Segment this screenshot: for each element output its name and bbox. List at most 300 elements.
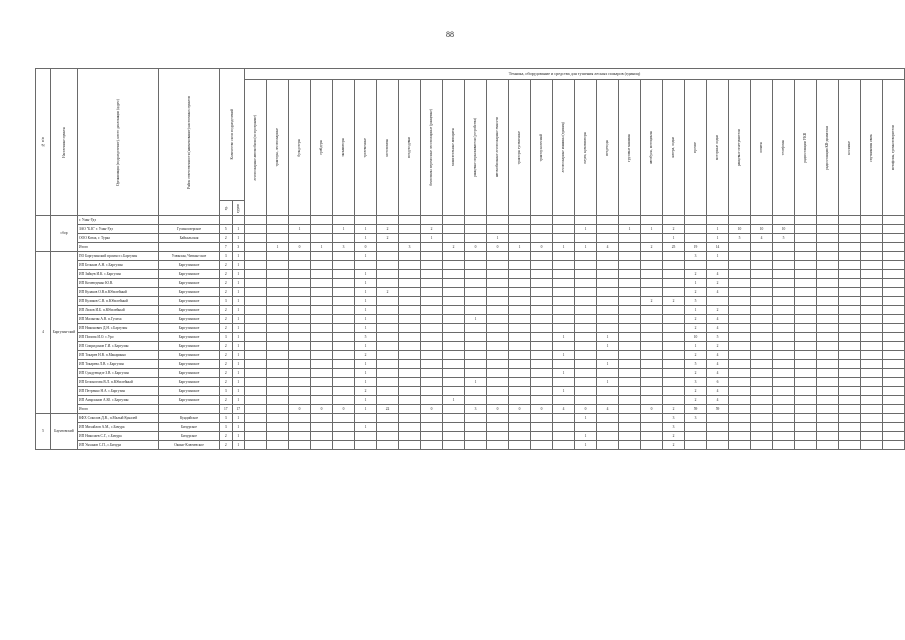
value-cell [773,378,795,387]
value-cell [487,351,509,360]
equipment-header-0: лесопожарные автомобили (по программе) [245,80,267,216]
value-cell: 2 [707,342,729,351]
value-cell: 2 [355,387,377,396]
value-cell [531,414,553,423]
value-cell [443,261,465,270]
equipment-header-11: автомобильные лесопожарные емкости [487,80,509,216]
value-cell: 3 [685,378,707,387]
value-cell [487,414,509,423]
value-cell [883,405,905,414]
value-cell [641,369,663,378]
value-cell [289,234,311,243]
value-cell [399,378,421,387]
value-cell [377,369,399,378]
equipment-header-1: тракторы, лесопожарные [267,80,289,216]
value-cell [817,270,839,279]
value-cell [509,288,531,297]
value-cell [399,306,421,315]
value-cell [487,252,509,261]
value-cell [245,405,267,414]
value-cell [839,225,861,234]
value-cell: 1 [232,279,245,288]
value-cell [883,333,905,342]
value-cell [597,396,619,405]
value-cell [267,396,289,405]
value-cell [289,315,311,324]
value-cell [333,396,355,405]
value-cell [531,387,553,396]
value-cell [641,234,663,243]
value-cell: 1 [443,396,465,405]
value-cell [443,360,465,369]
value-cell [465,342,487,351]
value-cell [597,441,619,450]
value-cell [311,414,333,423]
value-cell [553,432,575,441]
value-cell [289,306,311,315]
value-cell [751,360,773,369]
value-cell [795,405,817,414]
value-cell [553,288,575,297]
value-cell: 1 [232,378,245,387]
value-cell: 10 [773,225,795,234]
value-cell [245,234,267,243]
value-cell [245,297,267,306]
value-cell [487,378,509,387]
total-row [36,243,905,252]
value-cell [289,324,311,333]
table-row [36,324,905,333]
value-cell [487,288,509,297]
value-cell [421,378,443,387]
value-cell [619,405,641,414]
value-cell [663,378,685,387]
value-cell [531,270,553,279]
value-cell [553,342,575,351]
equipment-header-22: ранцевые огнетушители [729,80,751,216]
value-cell: 1 [355,225,377,234]
value-cell [619,351,641,360]
value-cell [267,252,289,261]
value-cell: 2 [685,351,707,360]
area-cell: Байкальская [159,234,220,243]
value-cell [421,441,443,450]
value-cell [509,252,531,261]
value-cell: 1 [232,297,245,306]
value-cell: 1 [707,225,729,234]
value-cell [333,297,355,306]
value-cell: 4 [707,369,729,378]
value-cell: 1 [355,396,377,405]
value-cell [289,261,311,270]
value-cell [839,441,861,450]
value-cell [443,342,465,351]
value-cell [443,234,465,243]
value-cell [377,351,399,360]
value-cell [729,288,751,297]
col-area-header: Район ответственности (наименование) населенных пунктов [159,69,220,216]
value-cell: 3 [333,243,355,252]
value-cell [619,324,641,333]
value-cell [729,396,751,405]
value-cell [267,297,289,306]
value-cell [245,441,267,450]
value-cell [487,297,509,306]
equipment-header-21: моторные лодки [707,80,729,216]
org-cell: ИП Никонович Д.Н. с.Баргузин [78,324,159,333]
org-cell: Итого [78,405,159,414]
value-cell [883,270,905,279]
value-cell [509,261,531,270]
value-cell [729,216,751,225]
value-cell [751,297,773,306]
value-cell [245,432,267,441]
value-cell [421,324,443,333]
value-cell [245,369,267,378]
value-cell [839,288,861,297]
value-cell: 4 [707,387,729,396]
value-cell [597,216,619,225]
value-cell [531,351,553,360]
value-cell: 3 [220,297,233,306]
equipment-header-18: автобусы, мотоциклы [641,80,663,216]
value-cell [641,315,663,324]
value-cell [333,387,355,396]
value-cell [465,351,487,360]
value-cell: 3 [399,243,421,252]
value-cell [245,351,267,360]
value-cell: 2 [641,297,663,306]
area-cell: Кундийское [159,414,220,423]
value-cell: 10 [751,225,773,234]
value-cell [377,324,399,333]
value-cell [773,279,795,288]
value-cell [289,252,311,261]
value-cell [333,279,355,288]
value-cell [509,423,531,432]
value-cell [883,378,905,387]
value-cell [245,261,267,270]
value-cell [267,360,289,369]
value-cell [399,441,421,450]
value-cell: 2 [220,369,233,378]
value-cell [861,423,883,432]
value-cell [465,387,487,396]
value-cell [509,351,531,360]
table-row [36,234,905,243]
value-cell: 2 [355,351,377,360]
value-cell: 3 [220,423,233,432]
col-locality-header: Населенные пункты [51,69,78,216]
value-cell [795,423,817,432]
value-cell [883,342,905,351]
value-cell: 3 [663,414,685,423]
value-cell [619,342,641,351]
value-cell [685,225,707,234]
value-cell [641,324,663,333]
value-cell [575,234,597,243]
value-cell [399,342,421,351]
value-cell: 3 [232,243,245,252]
value-cell [729,279,751,288]
value-cell [245,423,267,432]
value-cell [663,306,685,315]
value-cell [883,279,905,288]
value-cell [729,333,751,342]
value-cell [509,270,531,279]
value-cell [883,288,905,297]
value-cell [751,378,773,387]
table-row [36,351,905,360]
value-cell [839,387,861,396]
value-cell [311,432,333,441]
value-cell [575,378,597,387]
value-cell [553,234,575,243]
org-cell: ИП Лихов И.Б. п.Юбилейный [78,306,159,315]
value-cell: 2 [685,270,707,279]
value-cell [311,315,333,324]
equipment-header-14: лесопожарные машины (единиц) [553,80,575,216]
value-cell [575,279,597,288]
value-cell [817,279,839,288]
value-cell [232,216,245,225]
area-cell: Баргузинское [159,270,220,279]
equipment-header-29: мегафоны, громкоговорители [883,80,905,216]
value-cell: 1 [355,378,377,387]
value-cell [289,360,311,369]
value-cell [597,297,619,306]
value-cell: 1 [553,387,575,396]
value-cell [377,387,399,396]
value-cell [487,432,509,441]
value-cell: 3 [465,405,487,414]
org-cell: ИП Токарев Н.В. п.Макаринно [78,351,159,360]
value-cell [751,252,773,261]
value-cell [487,216,509,225]
value-cell [795,297,817,306]
value-cell [487,342,509,351]
value-cell [861,315,883,324]
value-cell [861,387,883,396]
value-cell [377,378,399,387]
value-cell: 59 [707,405,729,414]
value-cell [619,423,641,432]
value-cell [597,351,619,360]
value-cell [531,360,553,369]
value-cell [641,351,663,360]
value-cell [619,279,641,288]
value-cell [465,369,487,378]
value-cell: 2 [707,279,729,288]
value-cell [619,288,641,297]
value-cell [377,270,399,279]
col-staff-header: Количество сил и подразделений [220,69,245,201]
value-cell: 1 [267,243,289,252]
value-cell: 3 [220,387,233,396]
value-cell [729,387,751,396]
value-cell [839,333,861,342]
value-cell [289,423,311,432]
equipment-header-8: бензопилы переносные лесопожарные (ранцевые) [421,80,443,216]
value-cell [883,243,905,252]
value-cell [553,279,575,288]
value-cell [861,342,883,351]
value-cell: 5 [220,225,233,234]
sub-units-header: ед. [220,201,233,216]
value-cell [421,396,443,405]
value-cell: 2 [220,315,233,324]
value-cell [619,243,641,252]
equipment-header-17: грузовые машины [619,80,641,216]
value-cell [839,270,861,279]
value-cell [487,306,509,315]
value-cell [773,387,795,396]
value-cell [795,351,817,360]
value-cell [465,324,487,333]
value-cell [289,333,311,342]
value-cell [311,297,333,306]
area-cell: Бичурское [159,432,220,441]
value-cell [619,261,641,270]
value-cell: 2 [421,225,443,234]
value-cell [245,306,267,315]
table-row [36,333,905,342]
value-cell: 1 [663,234,685,243]
value-cell [795,342,817,351]
value-cell [575,333,597,342]
value-cell [773,315,795,324]
value-cell [685,261,707,270]
value-cell: 1 [575,243,597,252]
value-cell: 22 [377,405,399,414]
org-cell: ИП Токарева Л.В. с.Баргузин [78,360,159,369]
value-cell [575,324,597,333]
value-cell [597,315,619,324]
org-cell: ИП Попова И.О. с.Уро [78,333,159,342]
value-cell [245,387,267,396]
value-cell [377,261,399,270]
value-cell [773,405,795,414]
equipment-header-15: плуги, культиваторы [575,80,597,216]
value-cell [795,387,817,396]
value-cell [421,288,443,297]
value-cell [839,234,861,243]
value-cell [817,378,839,387]
value-cell [509,396,531,405]
value-cell: 1 [355,306,377,315]
value-cell [839,378,861,387]
value-cell: 4 [707,351,729,360]
value-cell: 10 [685,333,707,342]
org-cell: ООО Катаа, г. Турка [78,234,159,243]
value-cell [597,279,619,288]
value-cell [641,288,663,297]
value-cell [795,216,817,225]
value-cell [399,279,421,288]
equipment-header-20: прочие [685,80,707,216]
value-cell [773,216,795,225]
value-cell [509,297,531,306]
value-cell: 1 [465,378,487,387]
value-cell [377,243,399,252]
value-cell [421,369,443,378]
value-cell [817,297,839,306]
value-cell [729,315,751,324]
value-cell [597,234,619,243]
value-cell [333,441,355,450]
value-cell [377,306,399,315]
value-cell: 1 [553,243,575,252]
value-cell: 4 [597,405,619,414]
page-number: 88 [446,30,454,39]
value-cell [267,342,289,351]
value-cell [289,378,311,387]
value-cell [575,369,597,378]
value-cell [861,441,883,450]
value-cell [531,432,553,441]
value-cell [575,216,597,225]
value-cell [267,405,289,414]
value-cell [641,216,663,225]
value-cell [773,423,795,432]
value-cell [575,387,597,396]
value-cell [751,315,773,324]
org-cell: КФХ Соколов Д.В., п.Малый Куналей [78,414,159,423]
value-cell: 25 [663,243,685,252]
table-row [36,270,905,279]
table-row [36,414,905,423]
value-cell: 17 [232,405,245,414]
value-cell [883,360,905,369]
area-cell: Баргузинское [159,279,220,288]
value-cell [641,279,663,288]
value-cell [773,261,795,270]
value-cell [465,306,487,315]
value-cell [773,342,795,351]
value-cell [531,225,553,234]
value-cell [817,441,839,450]
value-cell [465,297,487,306]
value-cell [509,216,531,225]
value-cell [311,279,333,288]
value-cell: 2 [220,351,233,360]
value-cell [773,288,795,297]
value-cell [377,252,399,261]
value-cell [245,279,267,288]
value-cell [597,423,619,432]
value-cell: 1 [355,324,377,333]
equipment-header-6: мотопомпы [377,80,399,216]
value-cell: 1 [232,324,245,333]
value-cell [575,360,597,369]
value-cell [795,288,817,297]
value-cell [641,378,663,387]
value-cell [751,342,773,351]
value-cell [817,360,839,369]
value-cell [487,279,509,288]
value-cell [487,270,509,279]
value-cell [553,423,575,432]
value-cell [487,423,509,432]
value-cell [575,423,597,432]
value-cell: 1 [355,297,377,306]
value-cell [729,270,751,279]
value-cell [575,261,597,270]
value-cell [399,297,421,306]
org-cell: ИП Белоногова В.Л. п.Юбилейный [78,378,159,387]
value-cell [817,351,839,360]
value-cell [839,396,861,405]
